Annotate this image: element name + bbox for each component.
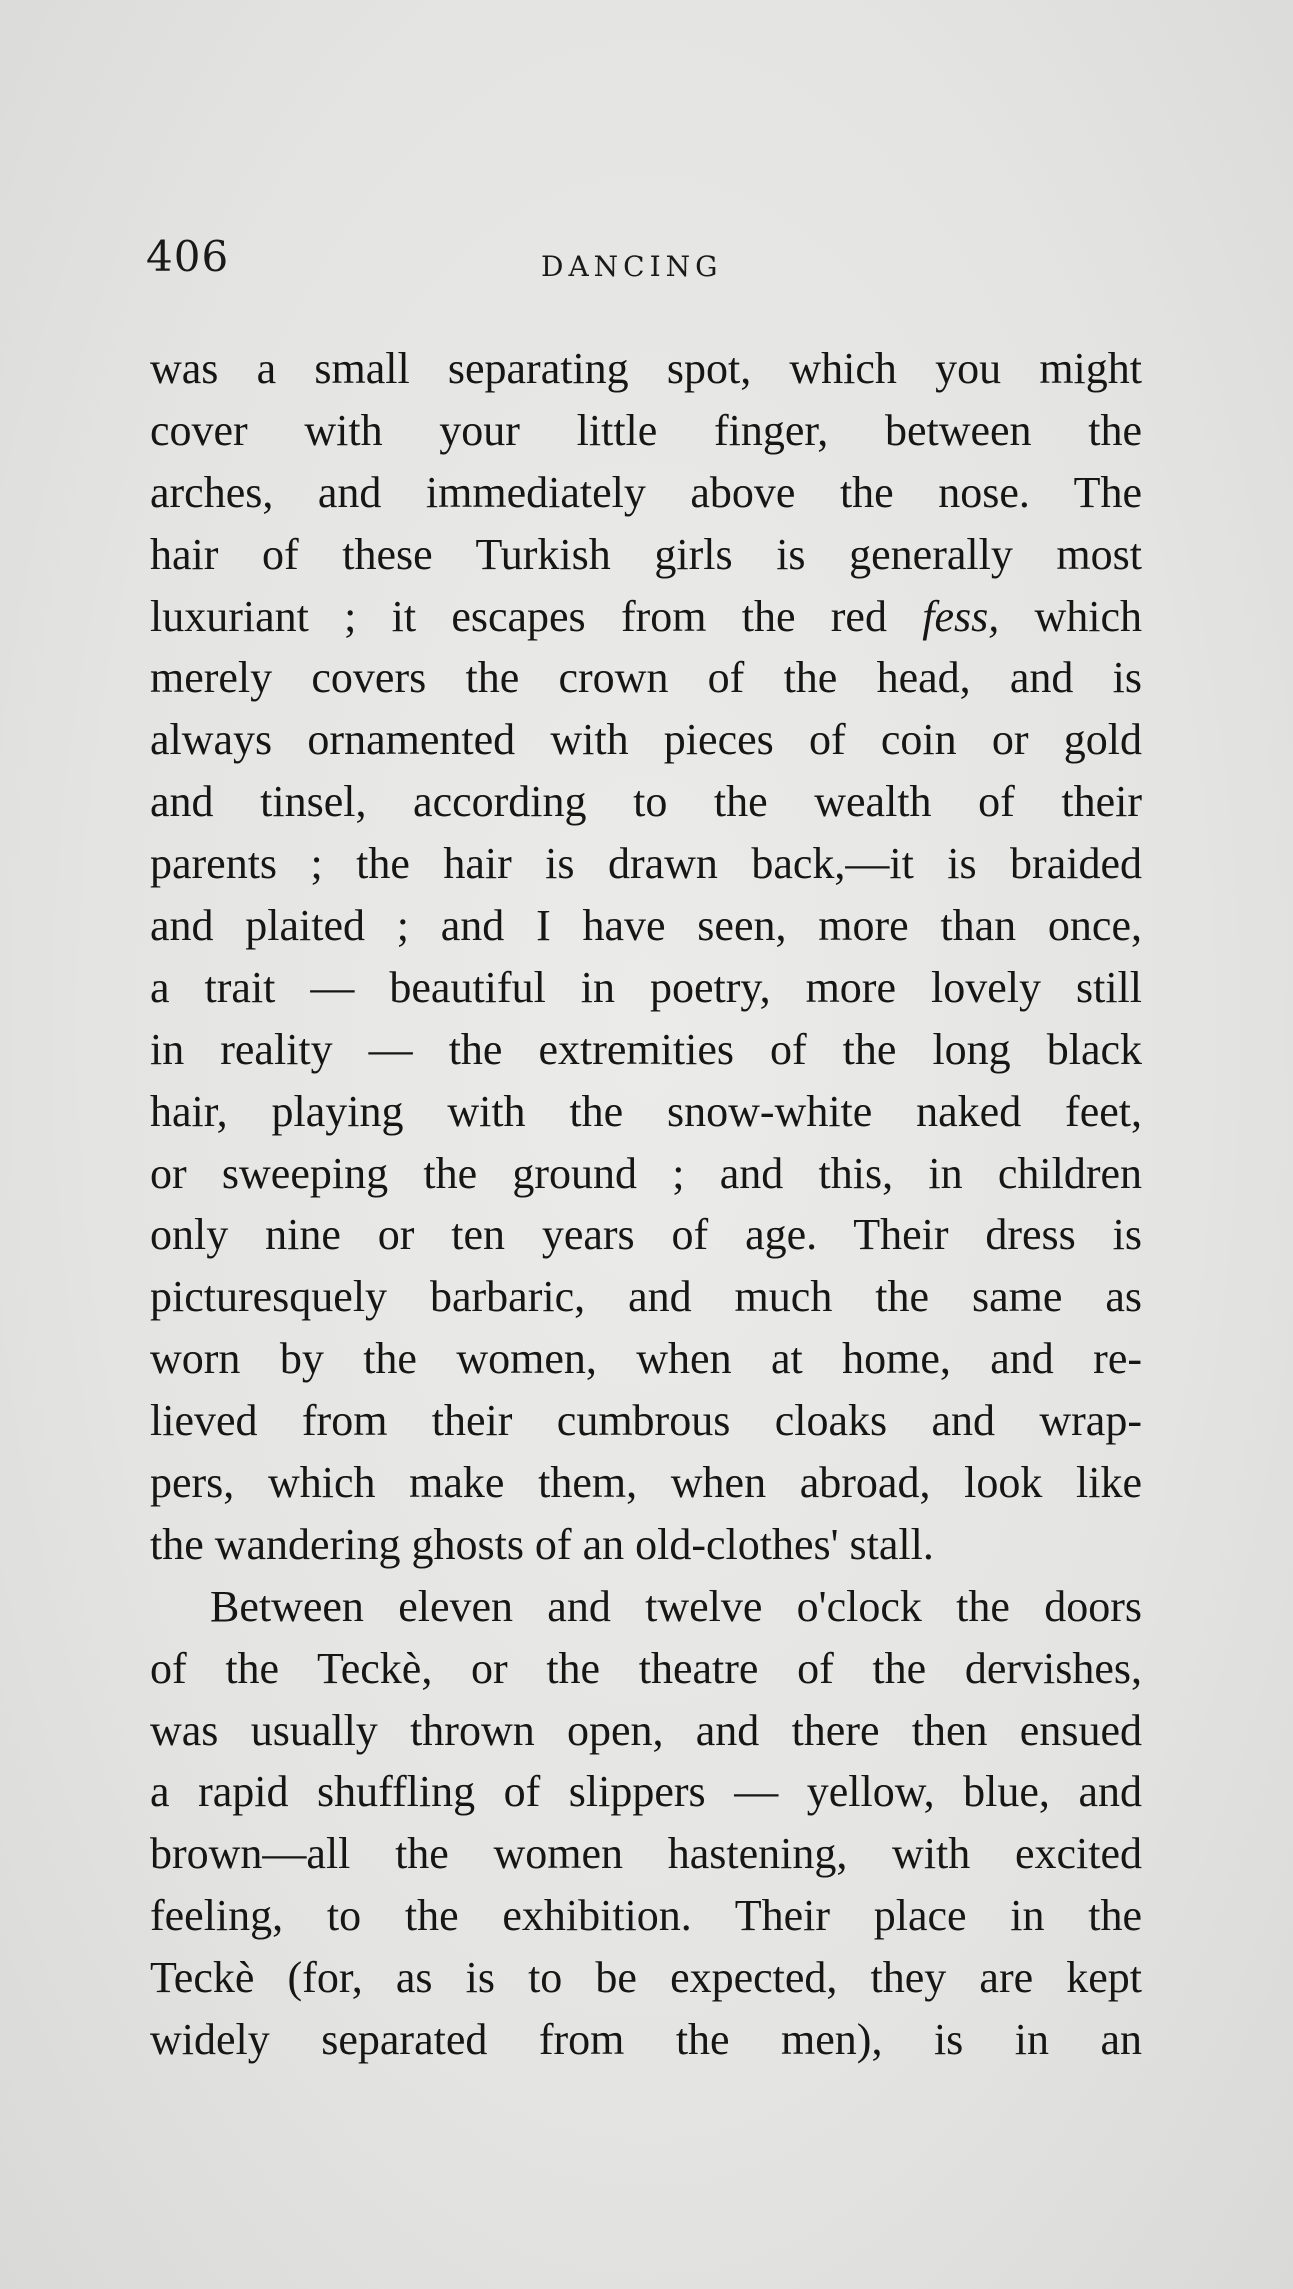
text-line: lieved from their cumbrous cloaks and wrap- [150, 1396, 1142, 1446]
text-line-with-italic [150, 586, 1142, 648]
text-line: pers, which make them, when abroad, look like [150, 1458, 1142, 1508]
text-segment: luxuriant ; it escapes from the red [150, 591, 887, 641]
text-line: and plaited ; and I have seen, more than once, [150, 901, 1142, 951]
text-line: only nine or ten years of age. Their dress is [150, 1210, 1142, 1260]
text-line: was a small separating spot, which you might [150, 344, 1142, 393]
text-line: Teckè (for, as is to be expected, they are kept [150, 1953, 1142, 2003]
text-line: merely covers the crown of the head, and is [150, 653, 1142, 703]
text-line: picturesquely barbaric, and much the same as [150, 1272, 1142, 1322]
text-line: hair of these Turkish girls is generally most [150, 529, 1142, 579]
page-header [146, 232, 1146, 292]
text-line: feeling, to the exhibition. Their place in the [150, 1891, 1142, 1941]
text-line: or sweeping the ground ; and this, in children [150, 1148, 1142, 1198]
text-line: hair, playing with the snow-white naked feet, [150, 1086, 1142, 1136]
text-line: a rapid shuffling of slippers — yellow, blue, and [150, 1767, 1142, 1817]
text-line: a trait — beautiful in poetry, more lovely still [150, 962, 1142, 1012]
text-line: worn by the women, when at home, and re- [150, 1334, 1142, 1384]
text-line: of the Teckè, or the theatre of the dervishes, [150, 1643, 1142, 1693]
text-line: brown—all the women hastening, with excited [150, 1829, 1142, 1879]
running-head: DANCING [541, 250, 723, 283]
text-line: cover with your little finger, between the [150, 405, 1142, 455]
page-number: 406 [146, 232, 230, 281]
text-line: always ornamented with pieces of coin or gold [150, 715, 1142, 765]
text-line: and tinsel, according to the wealth of their [150, 777, 1142, 827]
italic-word: fess, [922, 591, 1000, 641]
text-segment: which [1034, 591, 1143, 641]
text-line: parents ; the hair is drawn back,—it is braided [150, 839, 1142, 889]
paragraph-end-line: the wandering ghosts of an old-clothes' stall. [150, 1519, 934, 1569]
paragraph-start-line: Between eleven and twelve o'clock the doors [210, 1581, 1142, 1631]
text-line: in reality — the extremities of the long black [150, 1024, 1142, 1074]
text-line: was usually thrown open, and there then ensued [150, 1705, 1142, 1755]
body-text [150, 338, 1142, 2071]
text-line: arches, and immediately above the nose. The [150, 467, 1142, 517]
text-line: widely separated from the men), is in an [150, 2015, 1142, 2065]
